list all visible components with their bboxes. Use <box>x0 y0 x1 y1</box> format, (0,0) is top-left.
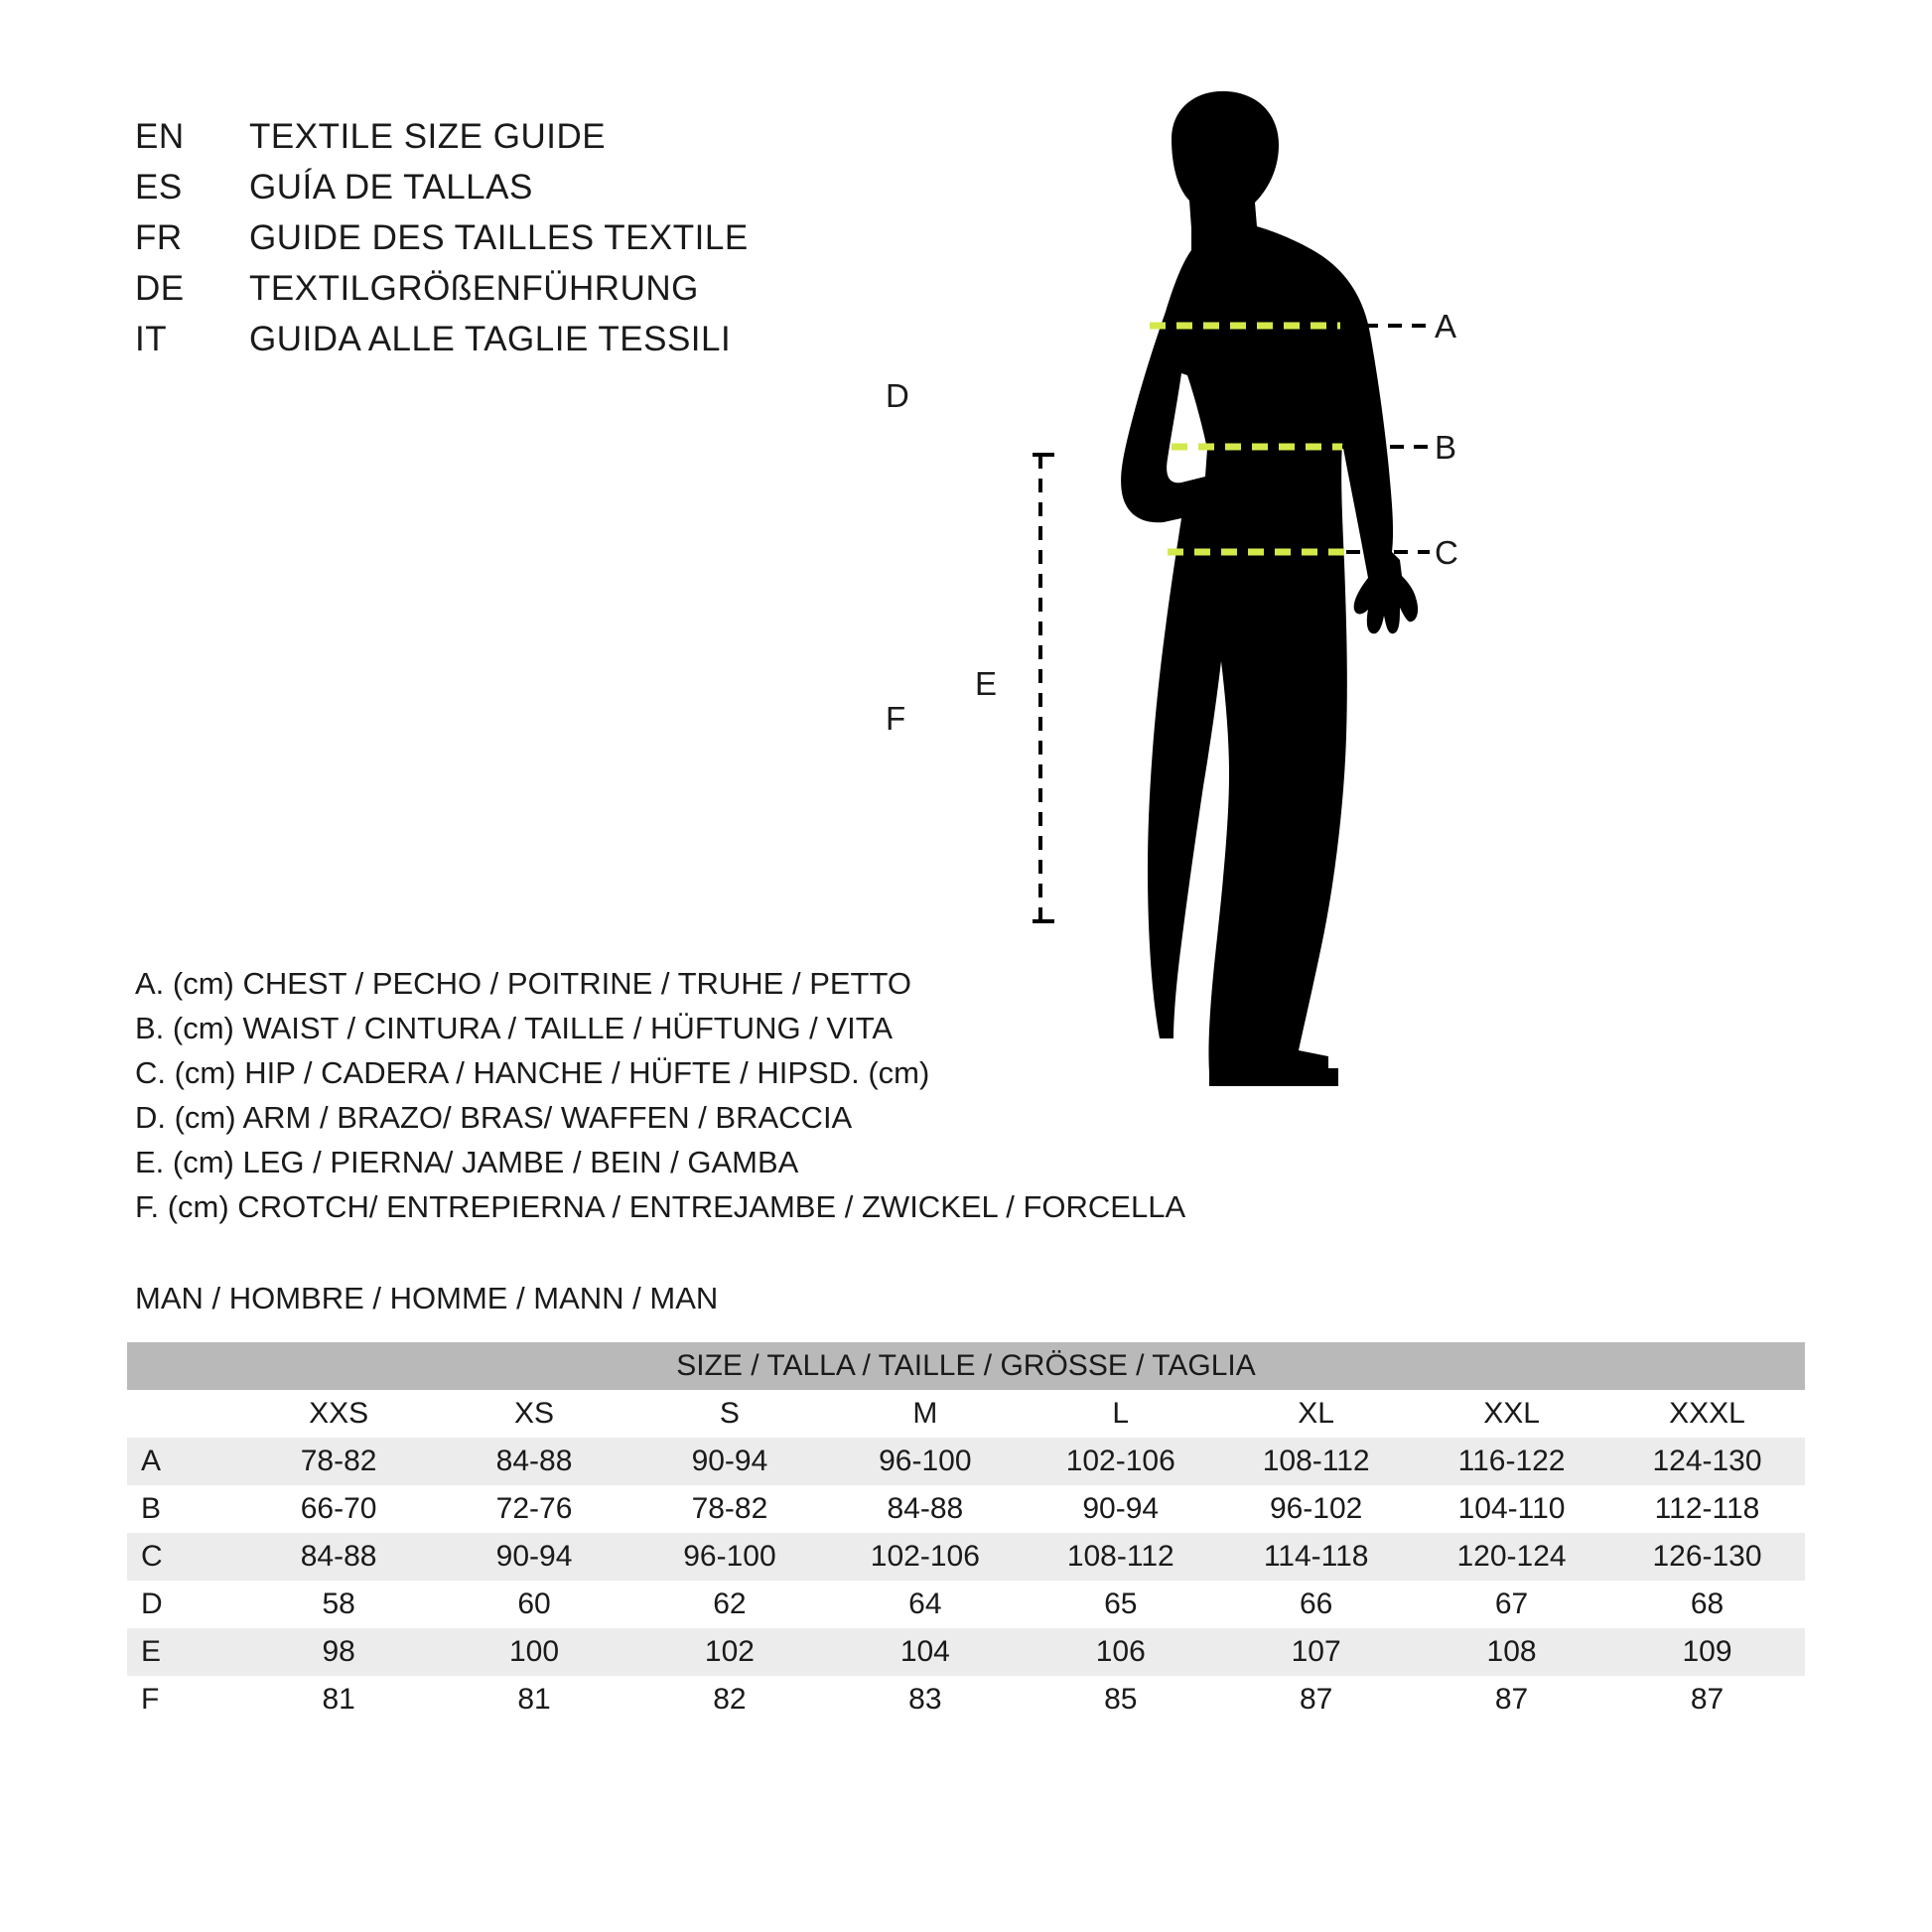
legend-item-f: F. (cm) CROTCH/ ENTREPIERNA / ENTREJAMBE / ZWICKEL / FORCELLA <box>135 1189 1186 1224</box>
cell-e-xxxl: 109 <box>1609 1628 1805 1676</box>
cell-c-xl: 114-118 <box>1218 1533 1414 1581</box>
row-letter-e: E <box>127 1628 241 1676</box>
header-cell-xxs: XXS <box>241 1390 437 1438</box>
legend-item-d: D. (cm) ARM / BRAZO/ BRAS/ WAFFEN / BRACCIA <box>135 1100 853 1135</box>
cell-d-s: 62 <box>631 1581 827 1628</box>
callout-label-c: C <box>1435 534 1458 571</box>
table-row <box>127 1581 1805 1628</box>
cell-d-xxs: 58 <box>241 1581 437 1628</box>
cell-a-l: 102-106 <box>1023 1438 1218 1485</box>
title-row-de <box>135 269 949 320</box>
title-lang-it: IT <box>135 320 168 358</box>
cell-b-s: 78-82 <box>631 1485 827 1533</box>
callout-label-a: A <box>1435 308 1457 345</box>
cell-d-m: 64 <box>827 1581 1023 1628</box>
cell-f-s: 82 <box>631 1676 827 1724</box>
row-letter-c: C <box>127 1533 241 1581</box>
header-cell-m: M <box>827 1390 1023 1438</box>
row-letter-a: A <box>127 1438 241 1485</box>
cell-a-xs: 84-88 <box>437 1438 632 1485</box>
row-letter-d: D <box>127 1581 241 1628</box>
title-block <box>135 117 949 370</box>
title-text-de: TEXTILGRÖßENFÜHRUNG <box>249 269 699 308</box>
table-row <box>127 1485 1805 1533</box>
cell-f-xxl: 87 <box>1414 1676 1609 1724</box>
legend-item-e: E. (cm) LEG / PIERNA/ JAMBE / BEIN / GAMBA <box>135 1145 799 1179</box>
title-lang-de: DE <box>135 269 185 308</box>
callout-label-b: B <box>1435 429 1457 466</box>
title-text-en: TEXTILE SIZE GUIDE <box>249 117 607 156</box>
cell-f-xl: 87 <box>1218 1676 1414 1724</box>
header-cell-xs: XS <box>437 1390 632 1438</box>
cell-b-l: 90-94 <box>1023 1485 1218 1533</box>
header-cell-blank <box>127 1390 241 1438</box>
cell-c-m: 102-106 <box>827 1533 1023 1581</box>
legend-item-a: A. (cm) CHEST / PECHO / POITRINE / TRUHE / PETTO <box>135 966 911 1001</box>
cell-d-l: 65 <box>1023 1581 1218 1628</box>
header-cell-s: S <box>631 1390 827 1438</box>
table-band-label: SIZE / TALLA / TAILLE / GRÖSSE / TAGLIA <box>127 1342 1805 1390</box>
cell-f-xs: 81 <box>437 1676 632 1724</box>
title-lang-en: EN <box>135 117 185 156</box>
cell-b-xl: 96-102 <box>1218 1485 1414 1533</box>
table-row <box>127 1676 1805 1724</box>
measurement-legend <box>135 961 1186 1229</box>
header-cell-xl: XL <box>1218 1390 1414 1438</box>
legend-item-c: C. (cm) HIP / CADERA / HANCHE / HÜFTE / HIPSD. (cm) <box>135 1055 930 1090</box>
title-row-it <box>135 320 949 370</box>
cell-c-xxxl: 126-130 <box>1609 1533 1805 1581</box>
header-cell-l: L <box>1023 1390 1218 1438</box>
header-cell-xxxl: XXXL <box>1609 1390 1805 1438</box>
cell-c-xxl: 120-124 <box>1414 1533 1609 1581</box>
cell-e-xxs: 98 <box>241 1628 437 1676</box>
cell-a-xxs: 78-82 <box>241 1438 437 1485</box>
cell-e-l: 106 <box>1023 1628 1218 1676</box>
cell-f-xxxl: 87 <box>1609 1676 1805 1724</box>
table-row <box>127 1533 1805 1581</box>
title-row-fr <box>135 218 949 269</box>
dimension-label-f: F <box>886 700 906 737</box>
dimension-label-d: D <box>886 377 909 414</box>
cell-e-xxl: 108 <box>1414 1628 1609 1676</box>
title-row-en <box>135 117 949 168</box>
title-text-it: GUIDA ALLE TAGLIE TESSILI <box>249 320 732 358</box>
title-text-fr: GUIDE DES TAILLES TEXTILE <box>249 218 749 257</box>
cell-c-xs: 90-94 <box>437 1533 632 1581</box>
cell-d-xl: 66 <box>1218 1581 1414 1628</box>
cell-b-xxxl: 112-118 <box>1609 1485 1805 1533</box>
legend-item-b: B. (cm) WAIST / CINTURA / TAILLE / HÜFTUNG / VITA <box>135 1011 894 1045</box>
cell-b-xxs: 66-70 <box>241 1485 437 1533</box>
row-letter-f: F <box>127 1676 241 1724</box>
title-row-es <box>135 168 949 218</box>
title-text-es: GUÍA DE TALLAS <box>249 168 533 207</box>
cell-c-l: 108-112 <box>1023 1533 1218 1581</box>
size-table <box>127 1342 1805 1724</box>
cell-a-xl: 108-112 <box>1218 1438 1414 1485</box>
header-cell-xxl: XXL <box>1414 1390 1609 1438</box>
cell-a-xxl: 116-122 <box>1414 1438 1609 1485</box>
man-silhouette-icon <box>1121 91 1418 1086</box>
table-row <box>127 1438 1805 1485</box>
dimension-label-e: E <box>975 665 998 702</box>
cell-f-m: 83 <box>827 1676 1023 1724</box>
cell-e-s: 102 <box>631 1628 827 1676</box>
cell-a-s: 90-94 <box>631 1438 827 1485</box>
cell-c-xxs: 84-88 <box>241 1533 437 1581</box>
cell-a-m: 96-100 <box>827 1438 1023 1485</box>
cell-a-xxxl: 124-130 <box>1609 1438 1805 1485</box>
cell-f-xxs: 81 <box>241 1676 437 1724</box>
body-measurement-diagram <box>886 79 1866 1231</box>
cell-d-xs: 60 <box>437 1581 632 1628</box>
cell-d-xxl: 67 <box>1414 1581 1609 1628</box>
table-header-row <box>127 1390 1805 1438</box>
cell-c-s: 96-100 <box>631 1533 827 1581</box>
cell-e-xl: 107 <box>1218 1628 1414 1676</box>
gender-label: MAN / HOMBRE / HOMME / MANN / MAN <box>135 1281 719 1315</box>
cell-d-xxxl: 68 <box>1609 1581 1805 1628</box>
cell-b-xxl: 104-110 <box>1414 1485 1609 1533</box>
cell-e-xs: 100 <box>437 1628 632 1676</box>
table-band-row <box>127 1342 1805 1390</box>
title-lang-fr: FR <box>135 218 183 257</box>
cell-f-l: 85 <box>1023 1676 1218 1724</box>
cell-b-xs: 72-76 <box>437 1485 632 1533</box>
dimension-line-e <box>1033 455 1054 921</box>
row-letter-b: B <box>127 1485 241 1533</box>
title-lang-es: ES <box>135 168 183 207</box>
cell-e-m: 104 <box>827 1628 1023 1676</box>
cell-b-m: 84-88 <box>827 1485 1023 1533</box>
table-row <box>127 1628 1805 1676</box>
